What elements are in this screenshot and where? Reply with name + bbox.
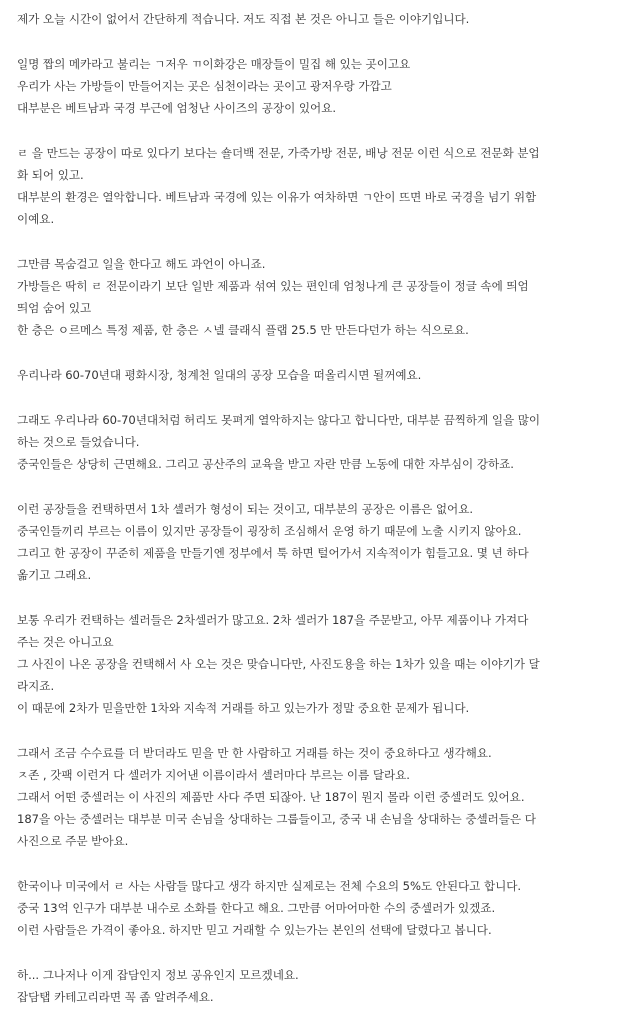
text-line: 한 층은 ㅇ르메스 특정 제품, 한 층은 ㅅ넬 클래식 플랩 25.5 만 만든다던가 하는 식으로요. (17, 323, 469, 337)
text-line: ㄹ 을 만드는 공장이 따로 있다기 보다는 숄더백 전문, 가죽가방 전문, 배낭 전문 이런 식으로 전문화 분업 (17, 146, 540, 160)
paragraph (17, 409, 632, 475)
text-line: 일명 짭의 메카라고 불리는 ㄱ저우 ㄲ이화강은 매장들이 밀집 해 있는 곳이고요 (17, 57, 411, 71)
text-line: 그래서 조금 수수료를 더 받더라도 믿을 만 한 사람하고 거래를 하는 것이 중요하다고 생각해요. (17, 746, 492, 760)
text-line: 그래도 우리나라 60-70년대처럼 허리도 못펴게 열악하지는 않다고 합니다만, 대부분 끔찍하게 일을 많이 (17, 413, 541, 427)
text-line: 이예요. (17, 212, 55, 226)
paragraph (17, 964, 632, 1008)
paragraph (17, 8, 632, 30)
text-line: 중국인들은 상당히 근면해요. 그리고 공산주의 교육을 받고 자란 만큼 노동에 대한 자부심이 강하죠. (17, 457, 514, 471)
text-line: 화 되어 있고. (17, 168, 84, 182)
text-line: ㅈ존 , 갓팩 이런거 다 셀러가 지어낸 이름이라서 셀러마다 부르는 이름 달라요. (17, 768, 410, 782)
text-line: 우리나라 60-70년대 평화시장, 청계천 일대의 공장 모습을 떠올리시면 될꺼예요. (17, 368, 422, 382)
text-line: 우리가 사는 가방들이 만들어지는 곳은 심천이라는 곳이고 광저우랑 가깝고 (17, 79, 392, 93)
text-line: 중국 13억 인구가 대부분 내수로 소화를 한다고 해요. 그만큼 어마어마한 수의 중셀러가 있겠죠. (17, 901, 496, 915)
text-line: 띄엄 숨어 있고 (17, 301, 92, 315)
text-line: 중국인들끼리 부르는 이름이 있지만 공장들이 굉장히 조심해서 운영 하기 때문에 노출 시키지 않아요. (17, 524, 522, 538)
paragraph (17, 53, 632, 119)
text-line: 하... 그나저나 이게 잡담인지 정보 공유인지 모르겠네요. (17, 968, 299, 982)
paragraph (17, 142, 632, 230)
text-line: 가방들은 딱히 ㄹ 전문이라기 보단 일반 제품과 섞여 있는 편인데 엄청나게 큰 공장들이 정글 속에 띄엄 (17, 279, 529, 293)
text-line: 이런 사람들은 가격이 좋아요. 하지만 믿고 거래할 수 있는가는 본인의 선택에 달렸다고 봅니다. (17, 923, 492, 937)
paragraph (17, 364, 632, 386)
text-line: 187을 아는 중셀러는 대부분 미국 손님을 상대하는 그룹들이고, 중국 내 손님을 상대하는 중셀러들은 다 (17, 812, 536, 826)
paragraph (17, 609, 632, 719)
text-line: 이런 공장들을 컨택하면서 1차 셀러가 형성이 되는 것이고, 대부분의 공장은 이름은 없어요. (17, 502, 473, 516)
text-line: 주는 것은 아니고요 (17, 635, 114, 649)
text-line: 그래서 어떤 중셀러는 이 사진의 제품만 사다 주면 되잖아. 난 187이 뭔지 몰라 이런 중셀러도 있어요. (17, 790, 525, 804)
text-line: 제가 오늘 시간이 없어서 간단하게 적습니다. 저도 직접 본 것은 아니고 들은 이야기입니다. (17, 12, 470, 26)
paragraph (17, 742, 632, 852)
text-line: 라지죠. (17, 679, 55, 693)
text-line: 한국이나 미국에서 ㄹ 사는 사람들 많다고 생각 하지만 실제로는 전체 수요의 5%도 안된다고 합니다. (17, 879, 522, 893)
text-line: 옮기고 그래요. (17, 568, 92, 582)
paragraph (17, 253, 632, 341)
text-line: 하는 것으로 들었습니다. (17, 435, 140, 449)
text-line: 이 때문에 2차가 믿을만한 1차와 지속적 거래를 하고 있는가가 정말 중요한 문제가 됩니다. (17, 701, 470, 715)
text-line: 그 사진이 나온 공장을 컨택해서 사 오는 것은 맞습니다만, 사진도용을 하는 1차가 있을 때는 이야기가 달 (17, 657, 540, 671)
text-line: 잡담탭 카테고리라면 꼭 좀 알려주세요. (17, 990, 214, 1004)
text-line: 보통 우리가 컨택하는 셀러들은 2차셀러가 많고요. 2차 셀러가 187을 주문받고, 아무 제품이나 가져다 (17, 613, 529, 627)
text-line: 그리고 한 공장이 꾸준히 제품을 만들기엔 정부에서 툭 하면 털어가서 지속적이가 힘들고요. 몇 년 하다 (17, 546, 529, 560)
text-line: 대부분은 베트남과 국경 부근에 엄청난 사이즈의 공장이 있어요. (17, 101, 336, 115)
paragraph (17, 498, 632, 586)
text-line: 대부분의 환경은 열악합니다. 베트남과 국경에 있는 이유가 여차하면 ㄱ안이 뜨면 바로 국경을 넘기 위함 (17, 190, 537, 204)
paragraph (17, 875, 632, 941)
text-line: 그만큼 목숨걸고 일을 한다고 해도 과언이 아니죠. (17, 257, 266, 271)
text-line: 사진으로 주문 받아요. (17, 834, 129, 848)
